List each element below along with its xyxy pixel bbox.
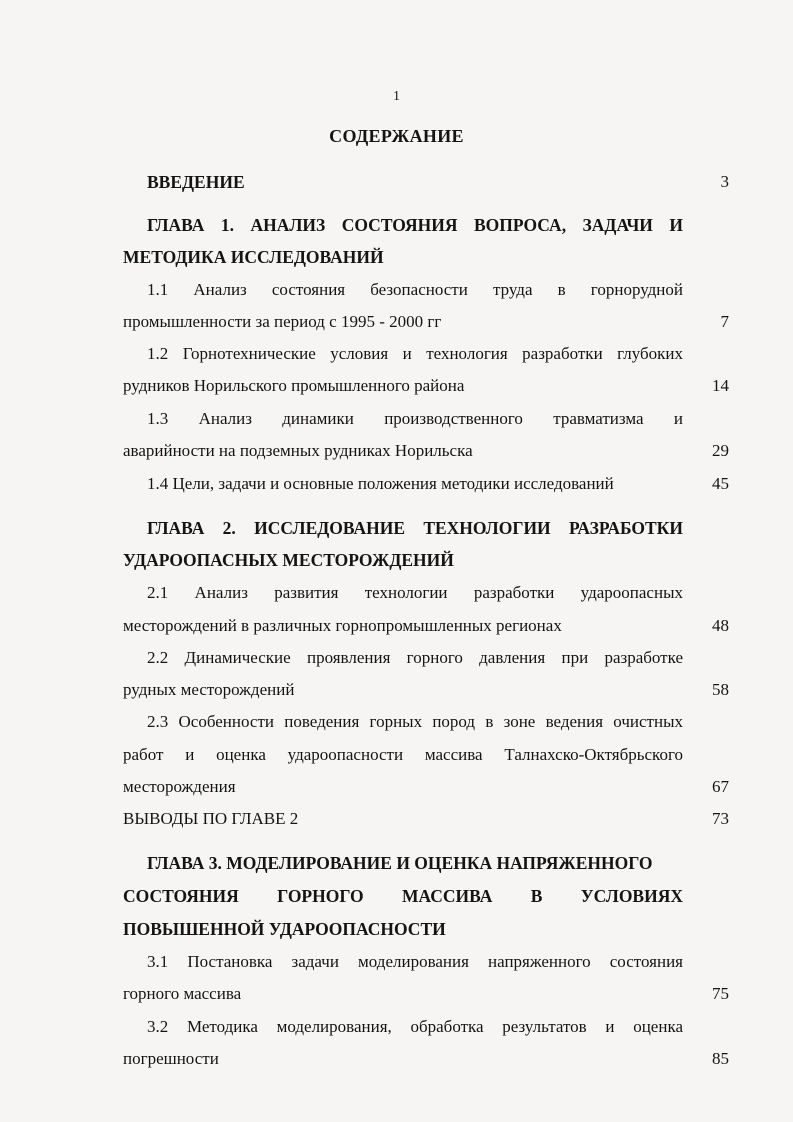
toc-1-1-page: 7 (720, 312, 729, 331)
toc-ch3-heading-line3: ПОВЫШЕННОЙ УДАРООПАСНОСТИ (123, 919, 446, 939)
toc-2-3-line3: месторождения (123, 777, 236, 796)
toc-1-2-page: 14 (712, 376, 729, 395)
toc-ch1-heading-line2: МЕТОДИКА ИССЛЕДОВАНИЙ (123, 247, 384, 267)
toc-intro-label: ВВЕДЕНИЕ (147, 172, 245, 192)
toc-ch3-heading-line2: СОСТОЯНИЯ ГОРНОГО МАССИВА В УСЛОВИЯХ (123, 886, 683, 906)
toc-3-1-line1: 3.1 Постановка задачи моделирования напряженного состояния (147, 952, 683, 971)
toc-1-1-line1: 1.1 Анализ состояния безопасности труда в горнорудной (147, 280, 683, 299)
toc-title: СОДЕРЖАНИЕ (329, 126, 464, 146)
toc-2-1-line1: 2.1 Анализ развития технологии разработки удароопасных (147, 583, 683, 602)
toc-ch2-heading-line1: ГЛАВА 2. ИССЛЕДОВАНИЕ ТЕХНОЛОГИИ РАЗРАБОТКИ (147, 518, 683, 538)
toc-2-3-line1: 2.3 Особенности поведения горных пород в зоне ведения очистных (147, 712, 683, 731)
toc-1-3-line2: аварийности на подземных рудниках Норильска (123, 441, 473, 460)
toc-1-2-line1: 1.2 Горнотехнические условия и технология разработки глубоких (147, 344, 683, 363)
toc-3-1-page: 75 (712, 984, 729, 1003)
toc-1-1-line2: промышленности за период с 1995 - 2000 гг (123, 312, 442, 331)
toc-2-2-line2: рудных месторождений (123, 680, 295, 699)
toc-1-3-line1: 1.3 Анализ динамики производственного травматизма и (147, 409, 683, 428)
toc-1-3-page: 29 (712, 441, 729, 460)
toc-3-2-page: 85 (712, 1049, 729, 1068)
toc-2-2-line1: 2.2 Динамические проявления горного давления при разработке (147, 648, 683, 667)
toc-ch2-heading-line2: УДАРООПАСНЫХ МЕСТОРОЖДЕНИЙ (123, 550, 454, 570)
toc-2-2-page: 58 (712, 680, 729, 699)
page-number: 1 (393, 89, 400, 104)
toc-ch3-heading-line1: ГЛАВА 3. МОДЕЛИРОВАНИЕ И ОЦЕНКА НАПРЯЖЕННОГО (147, 853, 653, 873)
toc-1-2-line2: рудников Норильского промышленного района (123, 376, 465, 395)
toc-intro-page: 3 (720, 172, 729, 191)
toc-3-2-line1: 3.2 Методика моделирования, обработка результатов и оценка (147, 1017, 683, 1036)
toc-3-1-line2: горного массива (123, 984, 242, 1003)
toc-1-4-line1: 1.4 Цели, задачи и основные положения методики исследований (147, 474, 614, 493)
toc-ch2-conclusion: ВЫВОДЫ ПО ГЛАВЕ 2 (123, 809, 299, 828)
toc-ch2-conclusion-page: 73 (712, 809, 729, 828)
toc-2-1-page: 48 (712, 616, 729, 635)
toc-1-4-page: 45 (712, 474, 729, 493)
toc-2-3-page: 67 (712, 777, 729, 796)
toc-3-2-line2: погрешности (123, 1049, 219, 1068)
toc-2-3-line2: работ и оценка удароопасности массива Талнахско-Октябрьского (123, 745, 683, 764)
toc-2-1-line2: месторождений в различных горнопромышленных регионах (123, 616, 562, 635)
toc-ch1-heading-line1: ГЛАВА 1. АНАЛИЗ СОСТОЯНИЯ ВОПРОСА, ЗАДАЧИ И (147, 215, 683, 235)
